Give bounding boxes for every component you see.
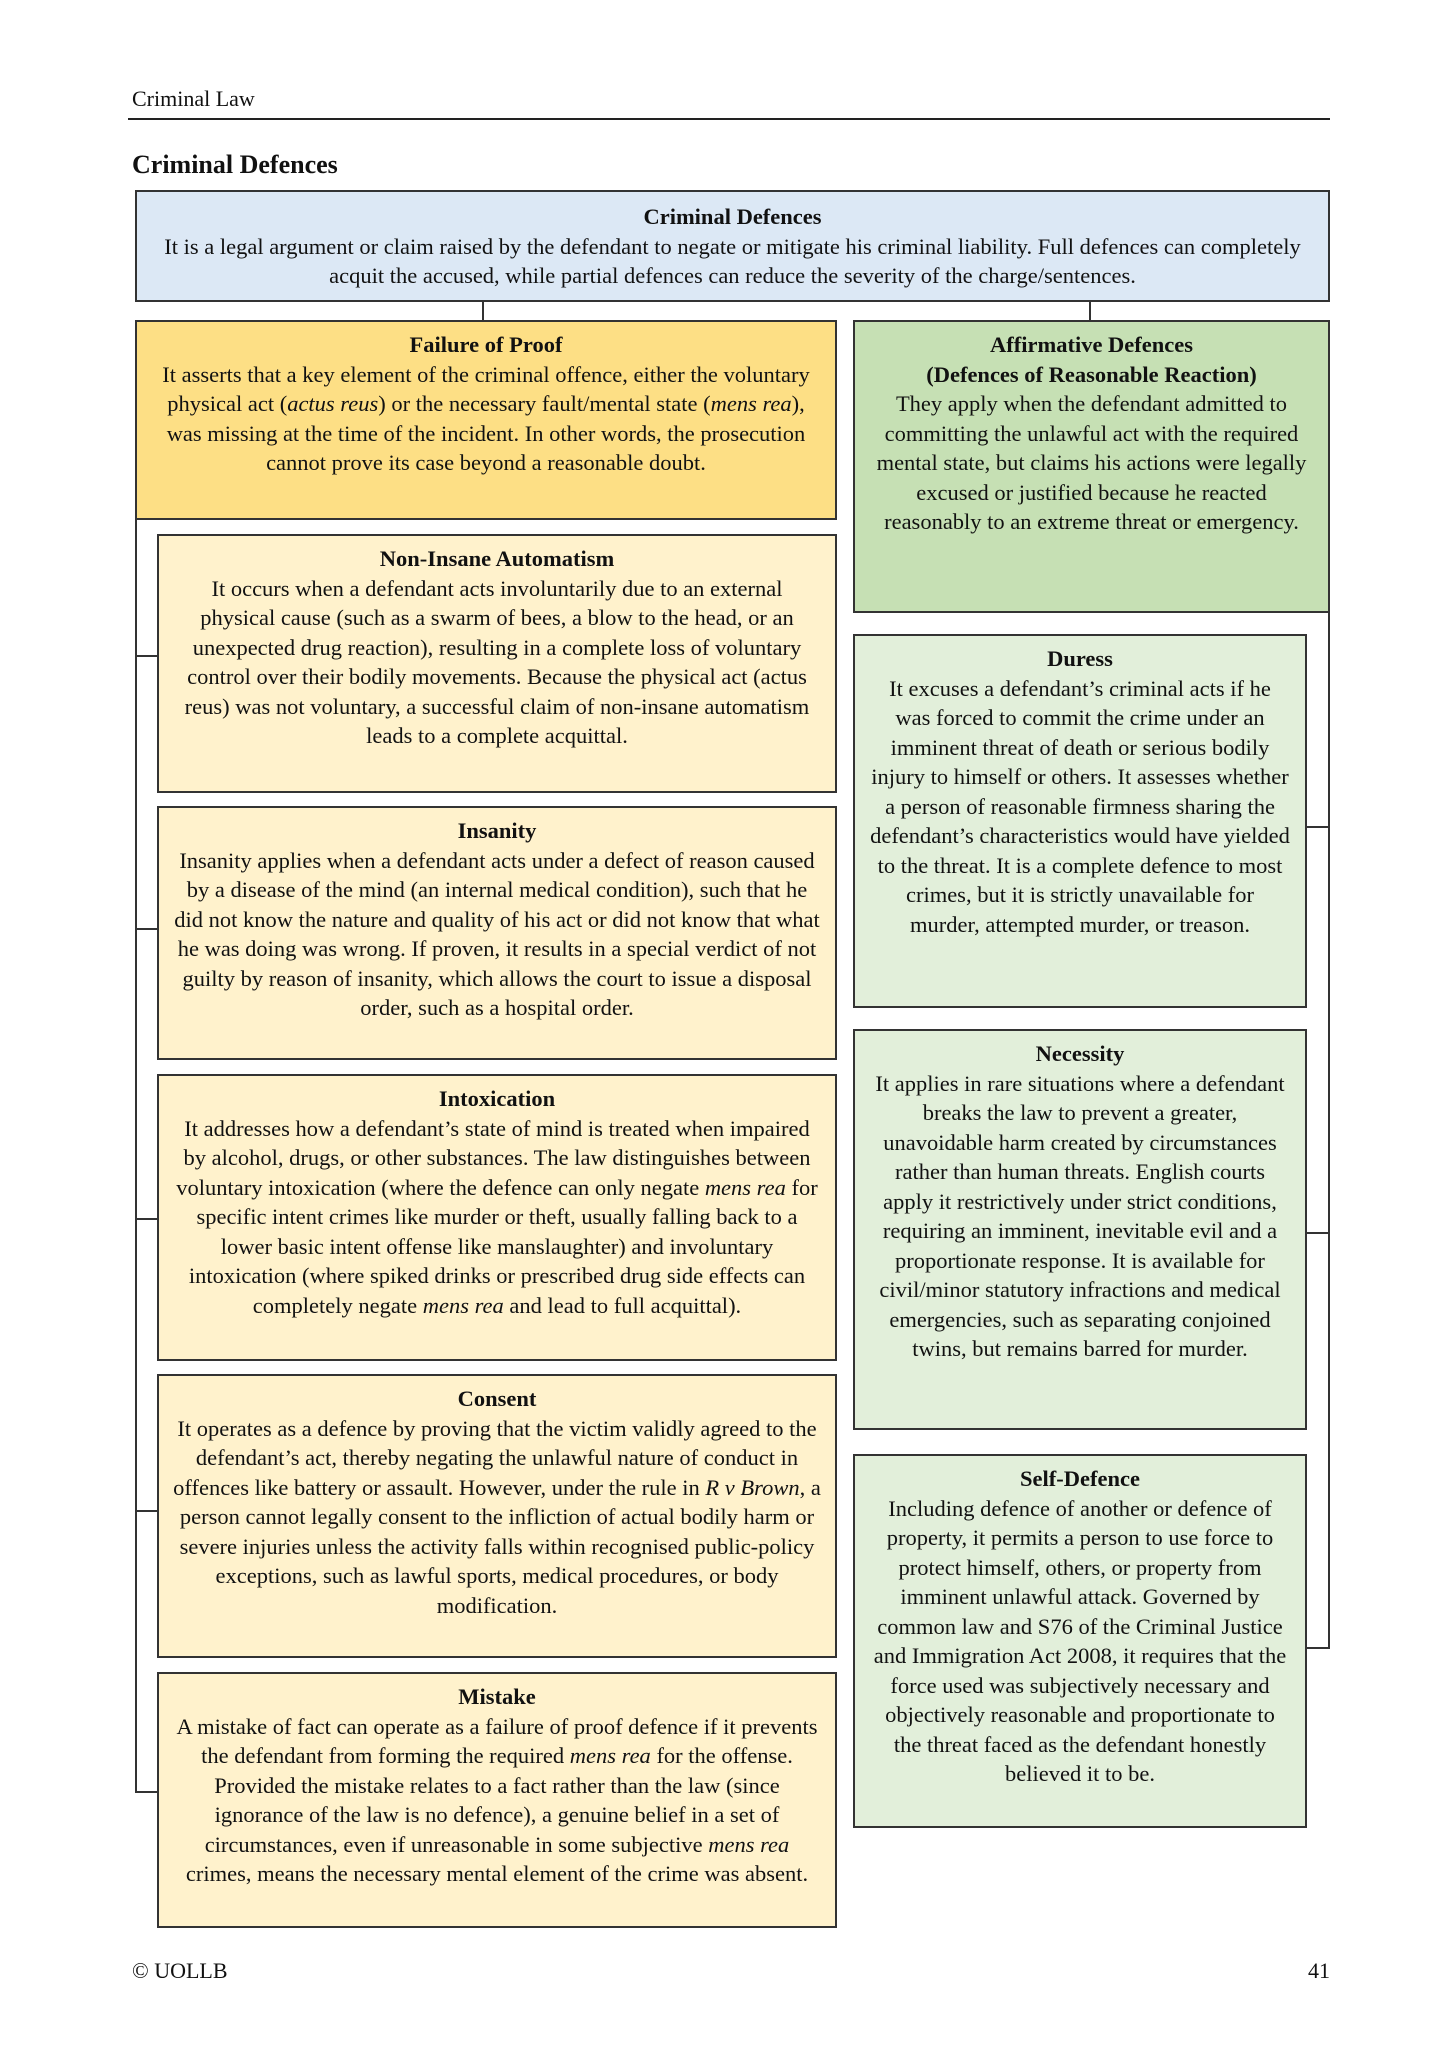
defence-title: Duress xyxy=(1047,646,1113,671)
defence-title: Insanity xyxy=(457,818,537,843)
defence-box-consent xyxy=(157,1374,837,1658)
affirmative-defences-box xyxy=(853,320,1330,613)
defence-body: It occurs when a defendant acts involuntarily due to an external physical cause (such as a swarm of bees, a blow to the head, or an unexpected drug reaction), resulting in a complete loss of voluntary control over their bodily movements. Because the physical act (actus reus) was not voluntary, a successful claim of non-insane automatism leads to a complete acquittal. xyxy=(184,575,810,748)
affirmative-title-line1: Affirmative Defences xyxy=(989,332,1194,357)
connector-failure-stub-1 xyxy=(135,928,157,930)
failure-of-proof-box xyxy=(135,320,837,520)
connector-failure-stub-0 xyxy=(135,655,157,657)
connector-failure-stub-2 xyxy=(135,1218,157,1220)
defence-title: Necessity xyxy=(1035,1041,1125,1066)
defence-title: Mistake xyxy=(458,1684,536,1709)
defence-box-insanity xyxy=(157,806,837,1060)
defence-body: Insanity applies when a defendant acts under a defect of reason caused by a disease of the mind (an internal medical condition), such that he did not know the nature and quality of his act or did not know that what he was doing was wrong. If proven, it results in a special verdict of not guilty by reason of insanity, which allows the court to issue a disposal order, such as a hospital order. xyxy=(174,847,820,1020)
defence-title: Consent xyxy=(457,1386,537,1411)
defence-body: It applies in rare situations where a defendant breaks the law to prevent a greater, unavoidable harm created by circumstances rather than human threats. English courts apply it restrictively under strict conditions, requiring an imminent, inevitable evil and a proportionate response. It is available for civil/minor statutory infractions and medical emergencies, such as separating conjoined twins, but remains barred for murder. xyxy=(875,1070,1285,1361)
connector-affirmative-stub-2 xyxy=(1307,1647,1330,1649)
affirmative-title-line2: (Defences of Reasonable Reaction) xyxy=(926,361,1257,387)
criminal-defences-root-box xyxy=(135,190,1330,302)
defence-body: It excuses a defendant’s criminal acts if he was forced to commit the crime under an imminent threat of death or serious bodily injury to himself or others. It assesses whether a person of reasonable firmness sharing the defendant’s characteristics would have yielded to the threat. It is a complete defence to most crimes, but it is strictly unavailable for murder, attempted murder, or treason. xyxy=(870,675,1290,937)
connector-affirmative-stub-0 xyxy=(1307,826,1330,828)
root-body: It is a legal argument or claim raised by the defendant to negate or mitigate his criminal liability. Full defences can completely acquit the accused, while partial defences can reduce the severity of the charge/sentences. xyxy=(164,233,1301,288)
defence-body: It operates as a defence by proving that the victim validly agreed to the defendant’s act, thereby negating the unlawful nature of conduct in offences like battery or assault. However, under the rule in R v Brown, a person cannot legally consent to the infliction of actual bodily harm or severe injuries unless the activity falls within recognised public-policy exceptions, such as lawful sports, medical procedures, or body modification. xyxy=(173,1415,821,1618)
defence-box-non-insane-automatism xyxy=(157,534,837,793)
defence-box-duress xyxy=(853,634,1307,1008)
defence-body: It addresses how a defendant’s state of mind is treated when impaired by alcohol, drugs, or other substances. The law distinguishes between voluntary intoxication (where the defence can only negate mens rea for specific intent crimes like murder or theft, usually falling back to a lower basic intent offense like manslaughter) and involuntary intoxication (where spiked drinks or prescribed drug side effects can completely negate mens rea and lead to full acquittal). xyxy=(176,1115,818,1318)
failure-of-proof-title: Failure of Proof xyxy=(409,332,563,357)
root-title: Criminal Defences xyxy=(643,204,822,229)
defence-title: Non-Insane Automatism xyxy=(379,546,615,571)
connector-failure-spine xyxy=(135,520,137,1793)
defence-box-intoxication xyxy=(157,1074,837,1361)
running-header: Criminal Law xyxy=(132,86,255,111)
connector-root-to-failure xyxy=(482,302,484,320)
defence-body: A mistake of fact can operate as a failure of proof defence if it prevents the defendant from forming the required mens rea for the offense. Provided the mistake relates to a fact rather than the law (since ignorance of the law is no defence), a genuine belief in a set of circumstances, even if unreasonable in some subjective mens rea crimes, means the necessary mental element of the crime was absent. xyxy=(176,1713,818,1886)
defence-box-self-defence xyxy=(853,1454,1307,1828)
header-rule xyxy=(128,118,1330,120)
connector-root-to-affirmative xyxy=(1089,302,1091,320)
affirmative-body: They apply when the defendant admitted to committing the unlawful act with the required mental state, but claims his actions were legally excused or justified because he reacted reasonably to an extreme threat or emergency. xyxy=(876,391,1307,534)
defence-box-mistake xyxy=(157,1672,837,1928)
defence-title: Intoxication xyxy=(438,1086,556,1111)
footer-copyright: © UOLLB xyxy=(132,1958,228,1983)
connector-affirmative-stub-1 xyxy=(1307,1232,1330,1234)
connector-failure-stub-4 xyxy=(135,1791,157,1793)
defence-box-necessity xyxy=(853,1029,1307,1430)
failure-of-proof-body: It asserts that a key element of the criminal offence, either the voluntary physical act (actus reus) or the necessary fault/mental state (mens rea), was missing at the time of the incident. In other words, the prosecution cannot prove its case beyond a reasonable doubt. xyxy=(162,361,810,475)
page-number: 41 xyxy=(1308,1958,1330,1983)
connector-failure-stub-3 xyxy=(135,1510,157,1512)
section-title: Criminal Defences xyxy=(132,150,338,179)
defence-body: Including defence of another or defence of property, it permits a person to use force to protect himself, others, or property from imminent unlawful attack. Governed by common law and S76 of the Criminal Justice and Immigration Act 2008, it requires that the force used was subjectively necessary and objectively reasonable and proportionate to the threat faced as the defendant honestly believed it to be. xyxy=(873,1495,1287,1786)
connector-affirmative-spine xyxy=(1328,613,1330,1649)
defence-title: Self-Defence xyxy=(1020,1466,1140,1491)
